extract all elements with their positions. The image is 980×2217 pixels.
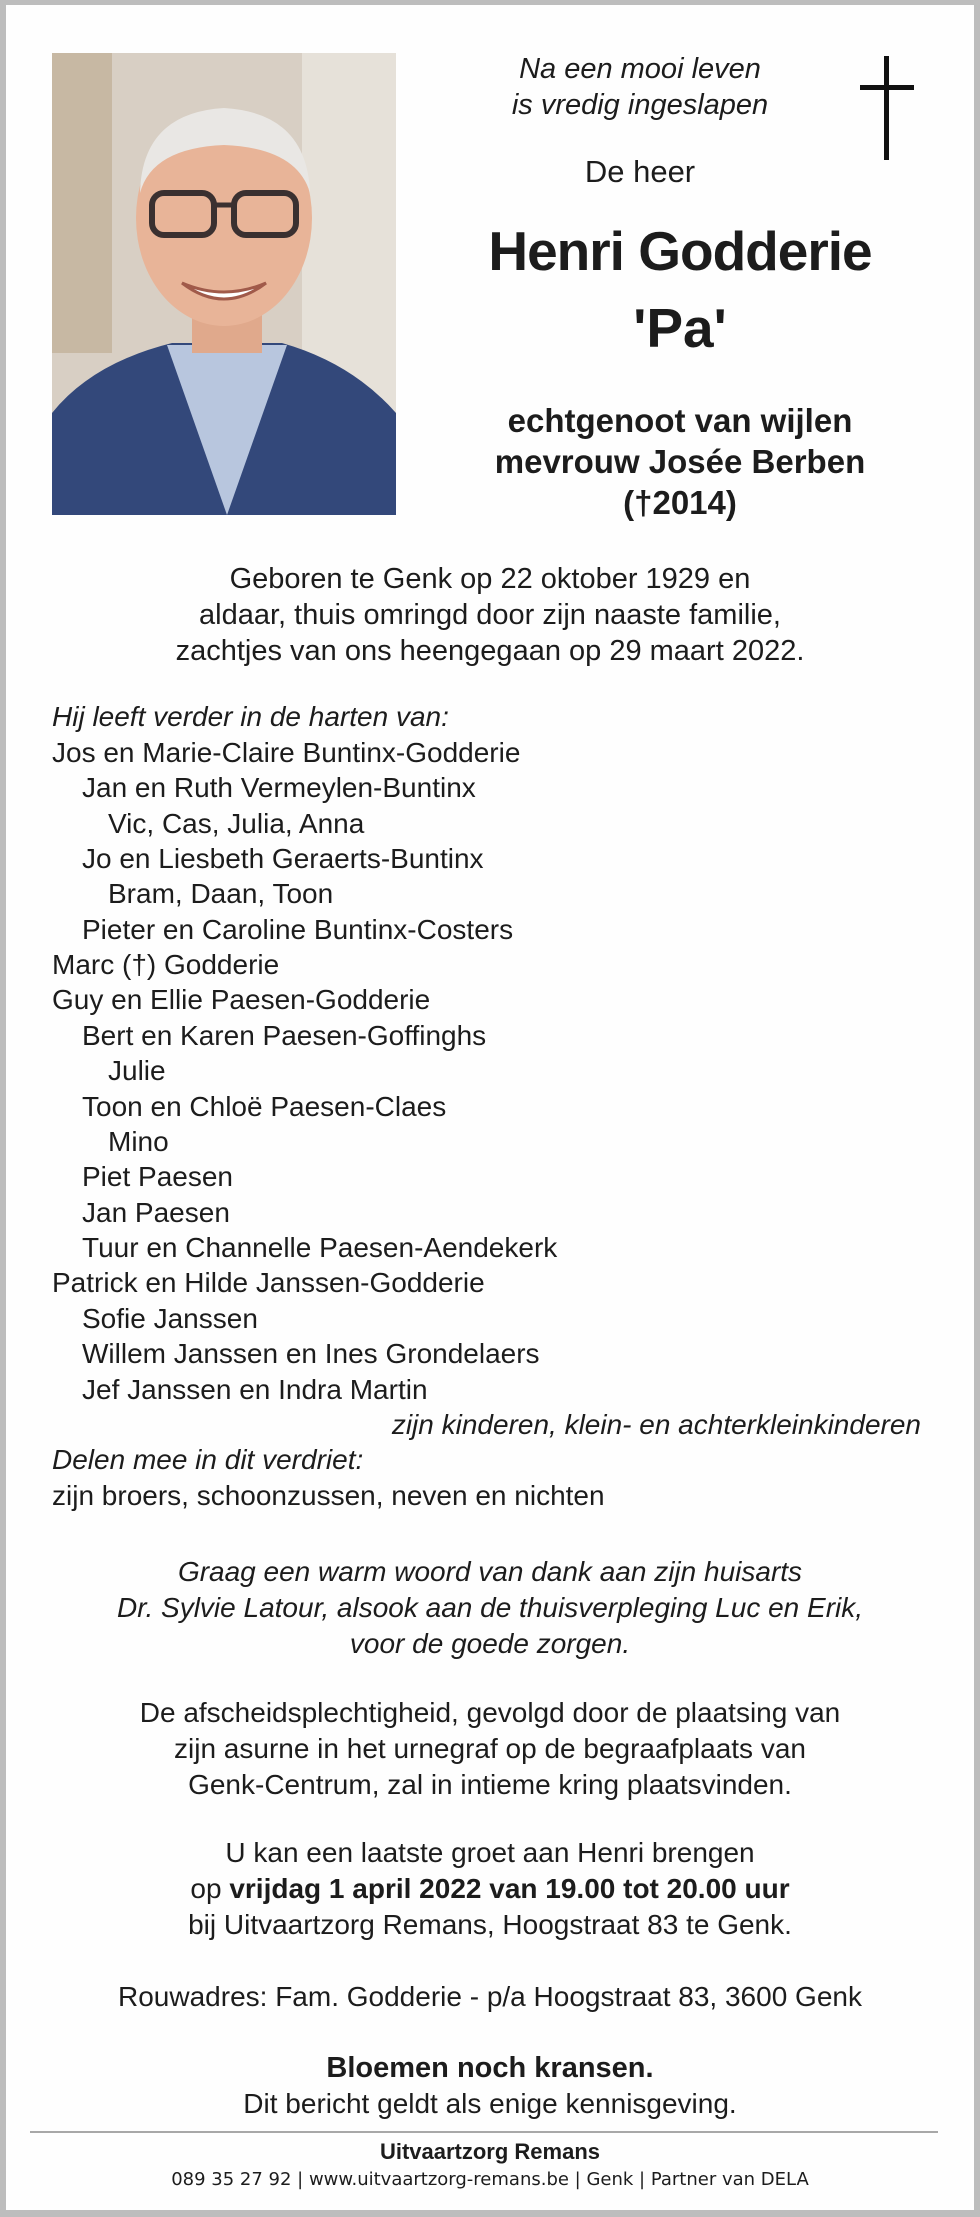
share-text: zijn broers, schoonzussen, neven en nichten xyxy=(52,1480,605,1511)
family-entry: Mino xyxy=(108,1126,169,1157)
footer-company: Uitvaartzorg Remans xyxy=(379,2139,601,2164)
birth-line-3: zachtjes van ons heengegaan op 29 maart 2022. xyxy=(175,635,805,667)
family-entry: Guy en Ellie Paesen-Godderie xyxy=(52,984,431,1015)
thanks-line-1: Graag een warm woord van dank aan zijn huisarts xyxy=(177,1556,803,1587)
portrait-illustration xyxy=(52,53,396,515)
family-entry: Willem Janssen en Ines Grondelaers xyxy=(82,1338,540,1369)
ceremony-line-3: Genk-Centrum, zal in intieme kring plaatsvinden. xyxy=(188,1769,792,1800)
family-entry: Jan en Ruth Vermeylen-Buntinx xyxy=(82,772,476,803)
birth-line-1: Geboren te Genk op 22 oktober 1929 en xyxy=(229,563,751,595)
footer-contact: 089 35 27 92 | www.uitvaartzorg-remans.be | Genk | Partner van DELA xyxy=(171,2169,809,2190)
visit-prefix: op xyxy=(190,1873,222,1904)
deceased-name: Henri Godderie xyxy=(488,220,872,282)
visit-line-1: U kan een laatste groet aan Henri brengen xyxy=(225,1837,755,1868)
family-entry: Sofie Janssen xyxy=(82,1303,258,1334)
family-entry: Bert en Karen Paesen-Goffinghs xyxy=(82,1020,487,1051)
family-entry: Jef Janssen en Indra Martin xyxy=(82,1374,428,1405)
family-entry: Toon en Chloë Paesen-Claes xyxy=(82,1091,447,1122)
family-relation: zijn kinderen, klein- en achterkleinkinderen xyxy=(391,1409,921,1440)
share-intro: Delen mee in dit verdriet: xyxy=(52,1444,364,1475)
mourning-address: Rouwadres: Fam. Godderie - p/a Hoogstraat 83, 3600 Genk xyxy=(118,1981,862,2012)
family-entry: Bram, Daan, Toon xyxy=(108,878,334,909)
official-notice: Dit bericht geldt als enige kennisgeving. xyxy=(243,2088,737,2119)
salutation: De heer xyxy=(584,154,696,189)
family-entry: Marc (†) Godderie xyxy=(52,949,280,980)
family-entry: Vic, Cas, Julia, Anna xyxy=(108,808,365,839)
family-entry: Jos en Marie-Claire Buntinx-Godderie xyxy=(52,737,521,768)
family-entry: Julie xyxy=(108,1055,166,1086)
ceremony-line-1: De afscheidsplechtigheid, gevolgd door de plaatsing van xyxy=(139,1697,841,1728)
family-intro: Hij leeft verder in de harten van: xyxy=(52,701,449,732)
family-entry: Patrick en Hilde Janssen-Godderie xyxy=(52,1267,485,1298)
spouse-line-2: mevrouw Josée Berben xyxy=(494,443,866,480)
spouse-line-3: (†2014) xyxy=(623,484,737,521)
visit-date-time: vrijdag 1 april 2022 van 19.00 tot 20.00 uur xyxy=(229,1873,790,1904)
family-entry: Tuur en Channelle Paesen-Aendekerk xyxy=(82,1232,558,1263)
spouse-line-1: echtgenoot van wijlen xyxy=(507,402,853,439)
thanks-line-2: Dr. Sylvie Latour, alsook aan de thuisverpleging Luc en Erik, xyxy=(116,1592,864,1623)
thanks-line-3: voor de goede zorgen. xyxy=(349,1628,631,1659)
family-entry: Jo en Liesbeth Geraerts-Buntinx xyxy=(82,843,484,874)
flowers-notice: Bloemen noch kransen. xyxy=(326,2052,654,2084)
visit-line-3: bij Uitvaartzorg Remans, Hoogstraat 83 te Genk. xyxy=(188,1909,792,1940)
ceremony-line-2: zijn asurne in het urnegraf op de begraafplaats van xyxy=(174,1733,806,1764)
family-entry: Jan Paesen xyxy=(82,1197,230,1228)
footer-divider xyxy=(30,2131,938,2133)
family-entry: Pieter en Caroline Buntinx-Costers xyxy=(82,914,514,945)
birth-line-2: aldaar, thuis omringd door zijn naaste familie, xyxy=(199,599,781,631)
portrait-photo xyxy=(52,53,396,515)
cross-icon xyxy=(858,56,918,160)
visit-line-2 xyxy=(40,1871,940,1907)
intro-line-2: is vredig ingeslapen xyxy=(511,89,769,121)
nickname: 'Pa' xyxy=(633,297,727,359)
intro-line-1: Na een mooi leven xyxy=(519,53,761,85)
family-entry: Piet Paesen xyxy=(82,1161,233,1192)
